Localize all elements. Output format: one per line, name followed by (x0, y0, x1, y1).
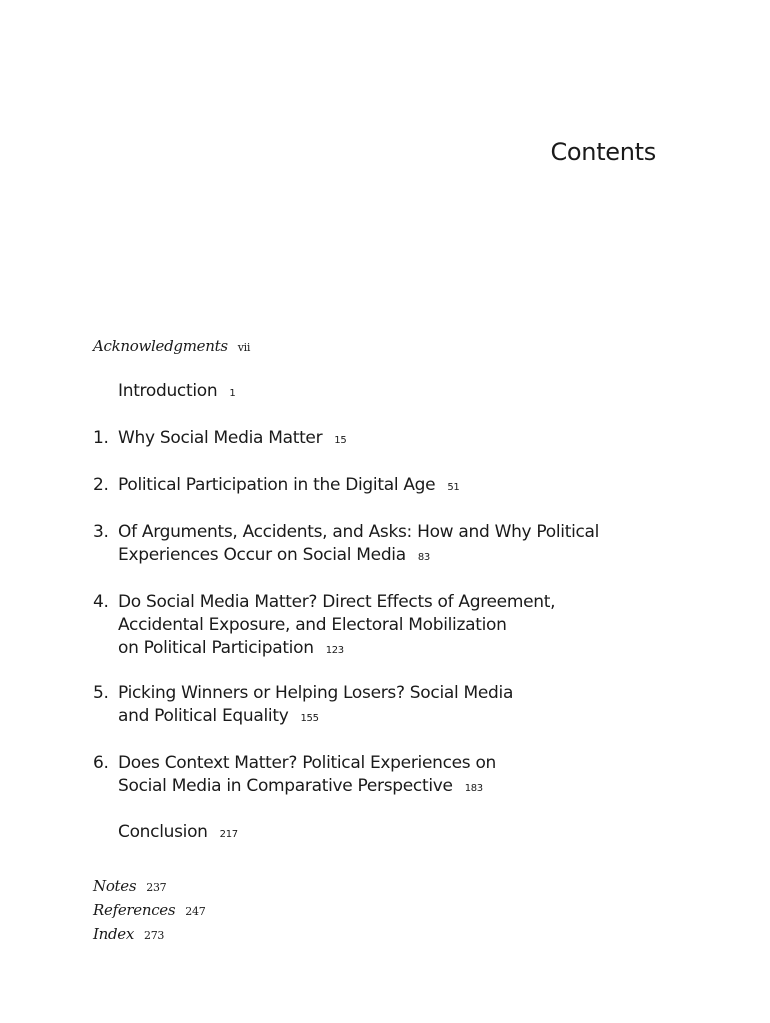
toc-label: Social Media in Comparative Perspective (118, 776, 453, 796)
toc-label: Do Social Media Matter? Direct Effects of Agreement, (118, 592, 556, 612)
toc-label: on Political Participation (118, 638, 314, 658)
page-title: Contents (550, 138, 656, 166)
toc-page-number: 273 (144, 929, 165, 942)
toc-label: Conclusion (118, 822, 208, 842)
toc-label: Does Context Matter? Political Experiences on (118, 753, 497, 773)
toc-entry-chapter-3[interactable] (93, 521, 599, 569)
toc-label: Experiences Occur on Social Media (118, 545, 406, 565)
toc-label: Acknowledgments (93, 337, 228, 355)
toc-page-number: 51 (447, 482, 460, 493)
toc-entry-index[interactable] (93, 923, 164, 947)
toc-label: and Political Equality (118, 706, 289, 726)
toc-page-number: 15 (334, 435, 347, 446)
toc-entry-chapter-6[interactable] (93, 752, 496, 800)
toc-label: Notes (93, 877, 137, 895)
toc-page-number: 237 (146, 881, 167, 894)
toc-label: Picking Winners or Helping Losers? Social Media (118, 683, 514, 703)
toc-page-number: 123 (325, 645, 344, 656)
chapter-number: 4. (93, 592, 109, 612)
toc-page-number: 183 (464, 783, 483, 794)
chapter-number: 2. (93, 475, 109, 495)
toc-entry-chapter-2[interactable] (93, 474, 459, 499)
toc-page-number: 247 (185, 905, 206, 918)
toc-page-number: 217 (219, 829, 238, 840)
toc-entry-notes[interactable] (93, 875, 166, 899)
toc-label: Why Social Media Matter (118, 428, 323, 448)
toc-entry-references[interactable] (93, 899, 205, 923)
toc-label: Index (93, 925, 135, 943)
chapter-number: 5. (93, 683, 109, 703)
toc-entry-chapter-5[interactable] (93, 682, 513, 730)
toc-entry-chapter-1[interactable] (93, 427, 346, 452)
toc-entry-introduction[interactable] (93, 380, 235, 405)
chapter-number: 3. (93, 522, 109, 542)
toc-entry-acknowledgments[interactable] (93, 335, 250, 359)
toc-entry-chapter-4[interactable] (93, 591, 555, 662)
toc-entry-conclusion[interactable] (93, 821, 238, 846)
toc-page-number: vii (237, 341, 251, 354)
toc-label: Accidental Exposure, and Electoral Mobilization (118, 615, 507, 635)
toc-label: References (93, 901, 176, 919)
toc-label: Of Arguments, Accidents, and Asks: How and Why Political (118, 522, 600, 542)
toc-page-number: 1 (229, 388, 236, 399)
toc-page-number: 155 (300, 713, 319, 724)
toc-page-number: 83 (417, 552, 430, 563)
toc-label: Introduction (118, 381, 218, 401)
chapter-number: 6. (93, 753, 109, 773)
chapter-number: 1. (93, 428, 109, 448)
toc-label: Political Participation in the Digital Age (118, 475, 436, 495)
